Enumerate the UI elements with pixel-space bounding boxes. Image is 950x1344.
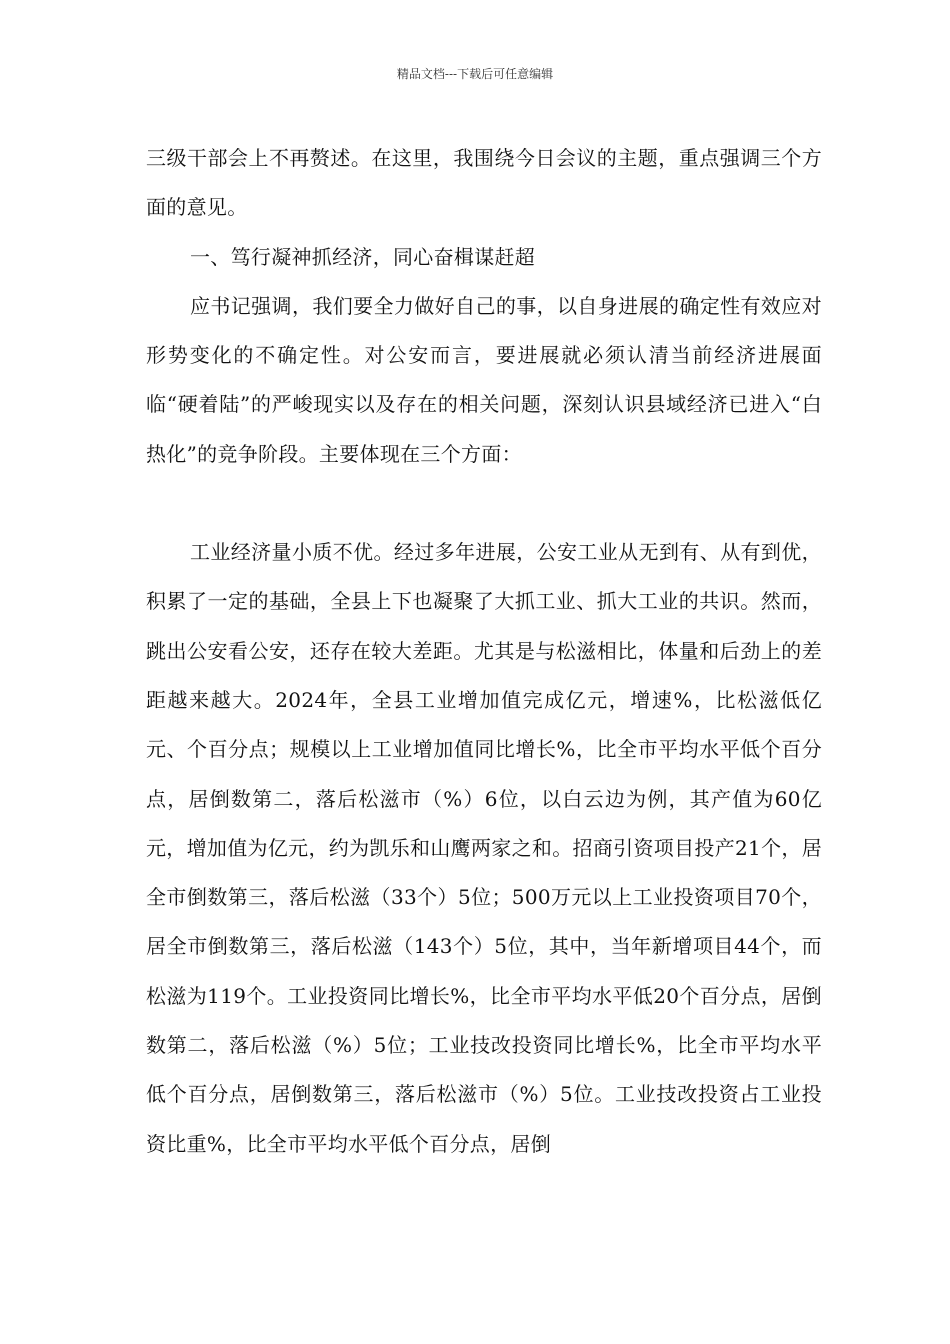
paragraph-continuation: 三级干部会上不再赘述。在这里，我围绕今日会议的主题，重点强调三个方面的意见。: [146, 146, 822, 220]
section-heading: 一、笃行凝神抓经济，同心奋楫谋赶超: [190, 244, 536, 269]
paragraph-gap: [146, 479, 822, 528]
page-header: 精品文档---下载后可任意编辑: [396, 67, 554, 81]
paragraph-intro: 应书记强调，我们要全力做好自己的事，以自身进展的确定性有效应对形势变化的不确定性。对公安而言，要进展就必须认清当前经济进展面临“硬着陆”的严峻现实以及存在的相关问题，深刻认识县域经济已进入“白热化”的竞争阶段。主要体现在三个方面：: [146, 293, 822, 466]
document-body: [146, 134, 822, 1169]
paragraph-industry: 工业经济量小质不优。经过多年进展，公安工业从无到有、从有到优，积累了一定的基础，全县上下也凝聚了大抓工业、抓大工业的共识。然而，跳出公安看公安，还存在较大差距。尤其是与松滋相比，体量和后劲上的差距越来越大。2024年，全县工业增加值完成亿元，增速%，比松滋低亿元、个百分点；规模以上工业增加值同比增长%，比全市平均水平低个百分点，居倒数第二，落后松滋市（%）6位，以白云边为例，其产值为60亿元，增加值为亿元，约为凯乐和山鹰两家之和。招商引资项目投产21个，居全市倒数第三，落后松滋（33个）5位；500万元以上工业投资项目70个，居全市倒数第三，落后松滋（143个）5位，其中，当年新增项目44个，而松滋为119个。工业投资同比增长%，比全市平均水平低20个百分点，居倒数第二，落后松滋（%）5位；工业技改投资同比增长%，比全市平均水平低个百分点，居倒数第三，落后松滋市（%）5位。工业技改投资占工业投资比重%，比全市平均水平低个百分点，居倒: [146, 540, 822, 1156]
